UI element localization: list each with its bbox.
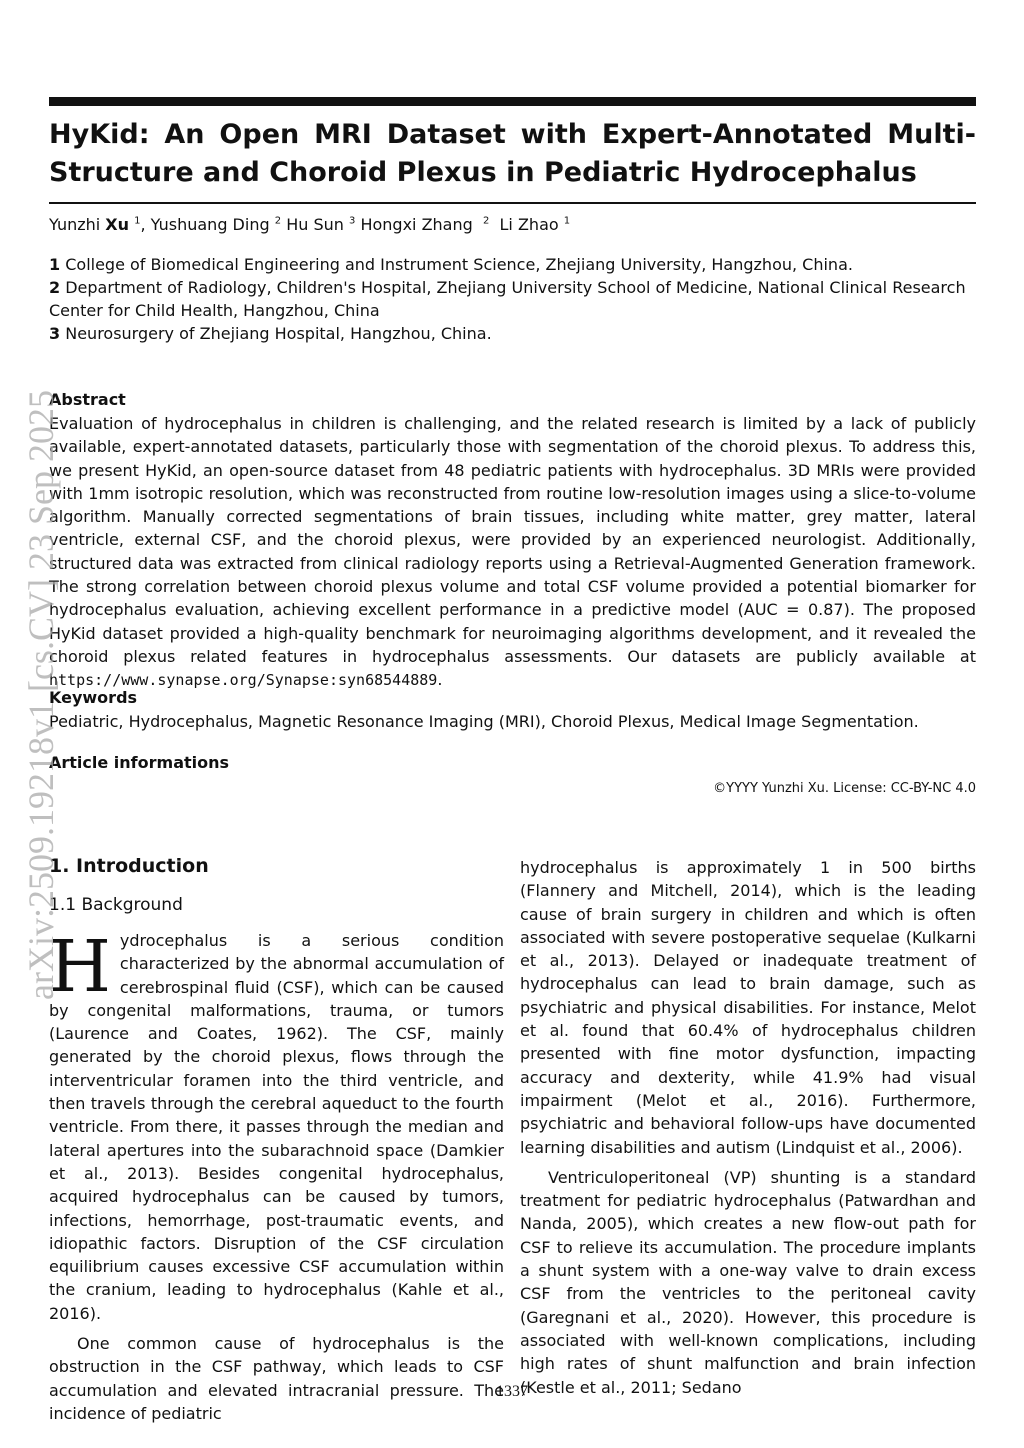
author: Hongxi Zhang $^2$ [360,215,490,235]
author: Hu Sun $^3$ [286,215,356,235]
arxiv-watermark: arXiv:2509.19218v1 [cs.CV] 23 Sep 2025 [21,390,61,1000]
author-list [49,211,570,236]
right-column [520,856,976,1399]
top-rule [49,97,976,106]
affiliation: 1 College of Biomedical Engineering and Instrument Science, Zhejiang University, Hangzhou, China. [49,255,853,274]
abstract-text: Evaluation of hydrocephalus in children is challenging, and the related research is limited by a lack of publicly available, expert-annotated datasets, particularly those with segmentation of the choroid plexus. To address this, we present HyKid, an open-source dataset from 48 pediatric patients with hydrocephalus. 3D MRIs were provided with 1mm isotropic resolution, which was reconstructed from routine low-resolution images using a slice-to-volume algorithm. Manually corrected segmentations of brain tissues, including white matter, grey matter, lateral ventricle, external CSF, and the choroid plexus, were provided by an experienced neurologist. Additionally, structured data was extracted from clinical radiology reports using a Retrieval-Augmented Generation framework. The strong correlation between choroid plexus volume and total CSF volume provided a potential biomarker for hydrocephalus evaluation, achieving excellent performance in a predictive model (AUC = 0.87). The proposed HyKid dataset provided a high-quality benchmark for neuroimaging algorithms development, and it revealed the choroid plexus related features in hydrocephalus assessments. Our datasets are publicly available at https://www.synapse.org/Synapse:syn68544889. [49,414,976,690]
author: Yunzhi Xu $^1$, [49,215,151,235]
paper-title: HyKid: An Open MRI Dataset with Expert-Annotated Multi-Structure and Choroid Plexus in Pediatric Hydrocephalus [49,119,976,188]
drop-cap: H [49,925,111,1008]
paragraph: hydrocephalus is approximately 1 in 500 births (Flannery and Mitchell, 2014), which is the leading cause of brain surgery in children and which is often associated with severe postoperative sequelae (Kulkarni et al., 2013). Delayed or inadequate treatment of hydrocephalus can lead to brain damage, such as psychiatric and physical disabilities. For instance, Melot et al. found that 60.4% of hydrocephalus children presented with fine motor dysfunction, impacting accuracy and dexterity, while 41.9% had visual impairment (Melot et al., 2016). Furthermore, psychiatric and behavioral follow-ups have documented learning disabilities and autism (Lindquist et al., 2006). [520,858,976,1157]
keywords-heading: Keywords [49,688,138,707]
paragraph: One common cause of hydrocephalus is the obstruction in the CSF pathway, which leads to CSF accumulation and elevated intracranial pressure. The incidence of pediatric [49,1334,504,1423]
left-column [49,925,504,1425]
article-info-heading: Article informations [49,753,230,772]
affiliation: 2 Department of Radiology, Children's Hospital, Zhejiang University School of Medicine, National Clinical Research Center for Child Health, Hangzhou, China [49,278,966,320]
author: Li Zhao $^1$ [499,215,571,235]
dataset-link[interactable]: https://www.synapse.org/Synapse:syn68544889 [49,671,438,690]
paragraph: Hydrocephalus is a serious condition characterized by the abnormal accumulation of cerebrospinal fluid (CSF), which can be caused by congenital malformations, trauma, or tumors (Laurence and Coates, 1962). The CSF, mainly generated by the choroid plexus, flows through the interventricular foramen into the third ventricle, and then travels through the cerebral aqueduct to the fourth ventricle. From there, it passes through the median and lateral apertures into the subarachnoid space (Damkier et al., 2013). Besides congenital hydrocephalus, acquired hydrocephalus can be caused by tumors, infections, hemorrhage, post-traumatic events, and idiopathic factors. Disruption of the CSF circulation equilibrium causes excessive CSF accumulation within the cranium, leading to hydrocephalus (Kahle et al., 2016). [49,925,504,1323]
subsection-heading: 1.1 Background [49,895,183,915]
title-rule [49,202,976,204]
keywords-text: Pediatric, Hydrocephalus, Magnetic Resonance Imaging (MRI), Choroid Plexus, Medical Image Segmentation. [49,712,919,731]
affiliations [49,253,976,345]
affiliation: 3 Neurosurgery of Zhejiang Hospital, Hangzhou, China. [49,324,492,343]
section-heading: 1. Introduction [49,855,209,877]
abstract-heading: Abstract [49,390,126,409]
page-number: 1337 [496,1383,528,1400]
paragraph: Ventriculoperitoneal (VP) shunting is a standard treatment for pediatric hydrocephalus (Patwardhan and Nanda, 2005), which creates a new flow-out path for CSF to relieve its accumulation. The procedure implants a shunt system with a one-way valve to drain excess CSF from the ventricles to the peritoneal cavity (Garegnani et al., 2020). However, this procedure is associated with well-known complications, including high rates of shunt malfunction and brain infection (Kestle et al., 2011; Sedano [520,1167,976,1397]
author: Yushuang Ding $^2$ [150,215,282,235]
license-note: ©YYYY Yunzhi Xu. License: CC-BY-NC 4.0 [713,781,976,796]
